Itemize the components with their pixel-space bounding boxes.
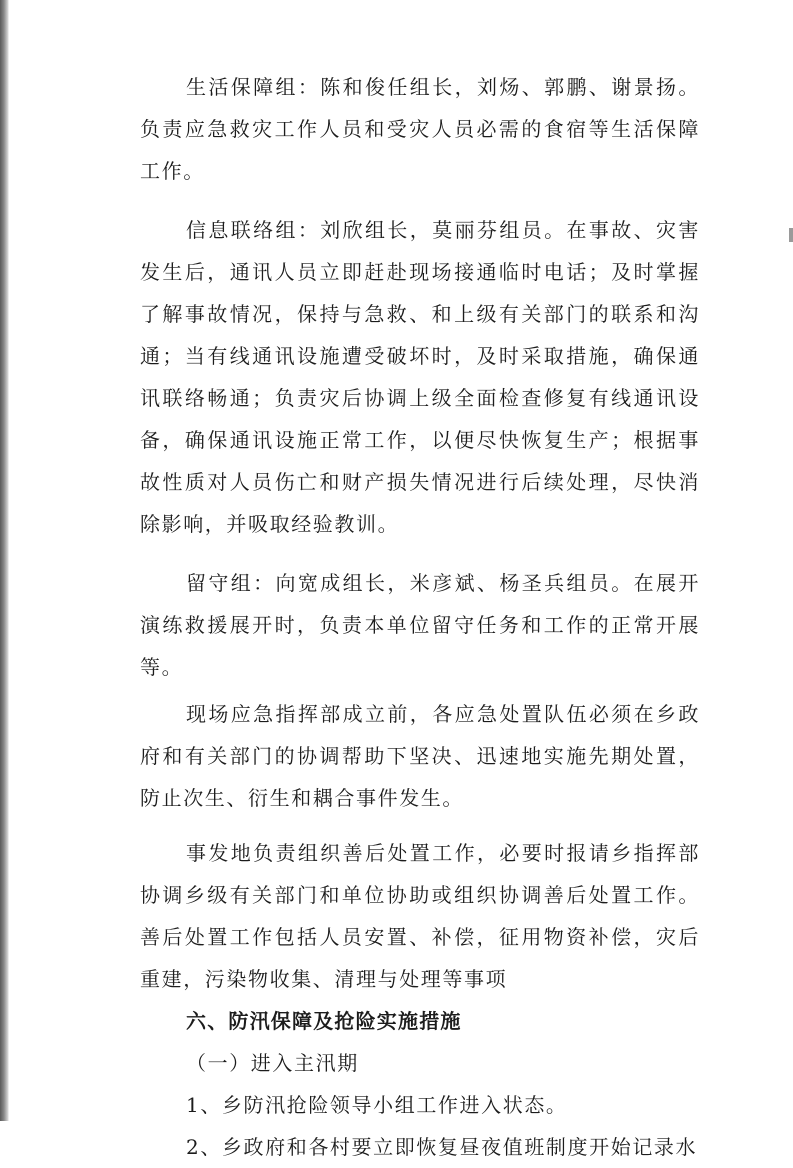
section-heading: 六、防汛保障及抢险实施措施	[186, 1009, 462, 1033]
scan-right-edge-mark	[789, 228, 793, 242]
list-item: 1、乡防汛抢险领导小组工作进入状态。	[186, 1093, 568, 1117]
paragraph-on-site-command: 现场应急指挥部成立前，各应急处置队伍必须在乡政府和有关部门的协调帮助下坚决、迅速地实施先期处置，防止次生、衍生和耦合事件发生。	[140, 702, 700, 810]
paragraph-info-liaison-group: 信息联络组：刘欣组长，莫丽芬组员。在事故、灾害发生后，通讯人员立即赶赴现场接通临时电话；及时掌握了解事故情况，保持与急救、和上级有关部门的联系和沟通；当有线通讯设施遭受破坏时，及时采取措施，确保通讯联络畅通；负责灾后协调上级全面检查修复有线通讯设备，确保通讯设施正常工作，以便尽快恢复生产；根据事故性质对人员伤亡和财产损失情况进行后续处理，尽快消除影响，并吸取经验教训。	[140, 218, 700, 536]
paragraph-duty-group: 留守组：向宽成组长，米彦斌、杨圣兵组员。在展开演练救援展开时，负责本单位留守任务和工作的正常开展等。	[140, 571, 700, 679]
paragraph-living-support-group: 生活保障组：陈和俊任组长，刘炀、郭鹏、谢景扬。负责应急救灾工作人员和受灾人员必需的食宿等生活保障工作。	[140, 75, 700, 183]
scan-left-edge-shadow	[0, 0, 9, 1121]
paragraph-aftermath: 事发地负责组织善后处置工作，必要时报请乡指挥部协调乡级有关部门和单位协助或组织协调善后处置工作。善后处置工作包括人员安置、补偿，征用物资补偿，灾后重建，污染物收集、清理与处理等事项	[140, 841, 700, 991]
document-body	[140, 66, 700, 1168]
list-item: 2、乡政府和各村要立即恢复昼夜值班制度开始记录水	[186, 1135, 698, 1159]
subsection-heading: （一）进入主汛期	[186, 1051, 359, 1075]
